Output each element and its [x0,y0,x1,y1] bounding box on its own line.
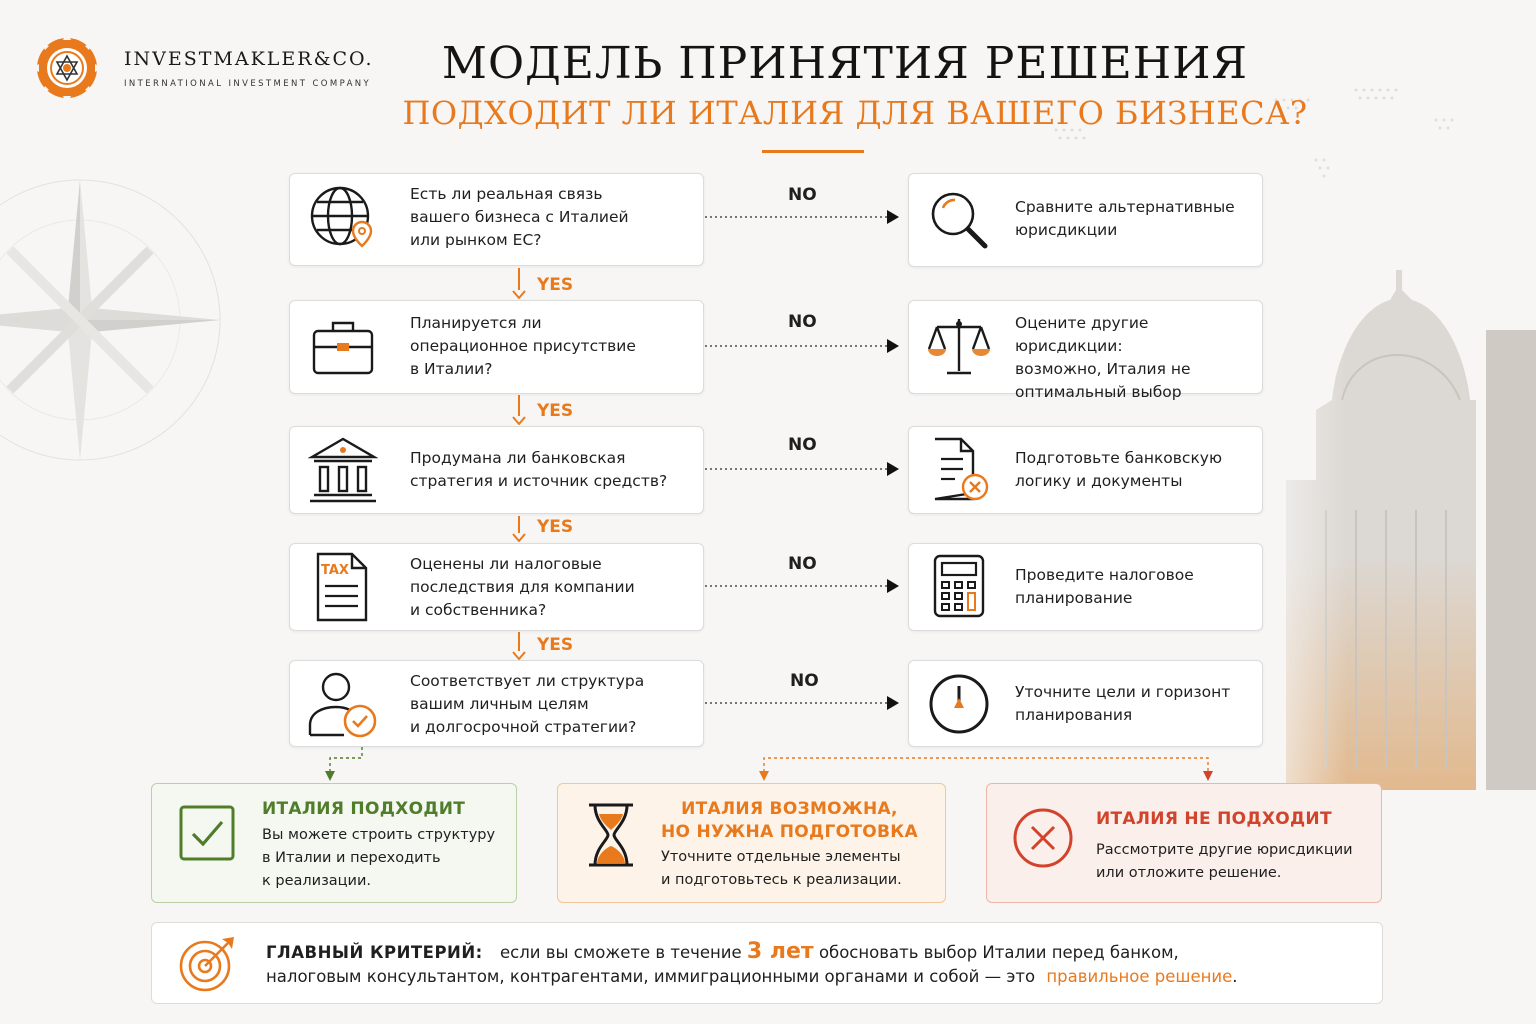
result-no-line-1: Рассмотрите другие юрисдикции [1096,842,1353,858]
alternative-2-line-3: оптимальный выбор [1015,383,1182,401]
result-mid-line-1: Уточните отдельные элементы [661,849,901,865]
question-5-line-1: Соответствует ли структура [410,672,645,690]
question-2-line-3: в Италии? [410,360,493,378]
briefcase-icon [308,313,378,383]
question-4-line-3: и собственника? [410,601,547,619]
criterion-years: 3 лет [746,939,814,964]
result-italy-fits [151,783,517,903]
alternative-2-line-2: возможно, Италия не [1015,360,1191,378]
question-2-line-2: операционное присутствие [410,337,636,355]
question-card-1 [289,173,704,266]
question-card-2 [289,300,704,394]
yes-label-3: YES [537,517,574,537]
question-1-line-1: Есть ли реальная связь [410,185,603,203]
result-mid-title-2: НО НУЖНА ПОДГОТОВКА [661,822,918,842]
criterion-line-1 [266,939,1179,964]
document-x-icon [927,437,991,501]
alternative-4-line-1: Проведите налоговое [1015,566,1194,584]
globe-pin-icon [308,184,378,254]
alternative-card-1 [908,173,1263,267]
target-icon [178,935,236,993]
question-5-line-2: вашим личным целям [410,695,589,713]
alternative-3-line-1: Подготовьте банковскую [1015,449,1223,467]
alternative-card-2 [908,300,1263,401]
clock-icon [927,672,991,736]
page-subtitle: ПОДХОДИТ ЛИ ИТАЛИЯ ДЛЯ ВАШЕГО БИЗНЕСА? [402,94,1308,132]
criterion-end: . [1232,967,1238,986]
alternative-1-line-2: юрисдикции [1015,221,1118,239]
question-4-line-1: Оценены ли налоговые [410,555,602,573]
result-italy-possible [557,783,946,903]
alternative-card-4 [908,543,1263,631]
no-label-3: NO [788,435,817,455]
calculator-icon [927,554,991,618]
result-ok-title: ИТАЛИЯ ПОДХОДИТ [262,799,466,819]
result-mid-line-2: и подготовьтесь к реализации. [661,872,902,888]
magnifier-icon [927,188,991,252]
tax-icon-text: TAX [321,563,349,578]
criterion-text-2: обосновать выбор Италии перед банком, [818,943,1179,962]
question-1-line-3: или рынком ЕС? [410,231,542,249]
brand-tagline: INTERNATIONAL INVESTMENT COMPANY [124,78,372,89]
alternative-1-line-1: Сравните альтернативные [1015,198,1235,216]
criterion-line-2 [266,967,1238,986]
alternative-4-line-2: планирование [1015,589,1133,607]
question-5-line-3: и долгосрочной стратегии? [410,718,637,736]
yes-label-2: YES [537,401,574,421]
alternative-5-line-2: планирования [1015,706,1133,724]
question-4-line-2: последствия для компании [410,578,635,596]
result-ok-line-3: к реализации. [262,873,371,889]
question-card-4 [289,543,704,631]
page-title: МОДЕЛЬ ПРИНЯТИЯ РЕШЕНИЯ [441,38,1249,89]
main-criterion [151,922,1383,1004]
question-3-line-1: Продумана ли банковская [410,449,626,467]
result-italy-not-fit [986,783,1382,903]
question-2-line-1: Планируется ли [410,314,542,332]
alternative-card-3 [908,426,1263,514]
no-label-2: NO [788,312,817,332]
criterion-text-1: если вы сможете в течение [500,943,742,962]
question-card-5 [289,660,704,747]
no-label-1: NO [788,185,817,205]
result-no-line-2: или отложите решение. [1096,865,1282,881]
result-ok-line-1: Вы можете строить структуру [262,827,496,843]
criterion-text-3: налоговым консультантом, контрагентами, иммиграционными органами и собой — это [266,967,1036,986]
bank-icon [308,435,378,505]
x-circle-icon [1011,806,1075,870]
question-1-line-2: вашего бизнеса с Италией [410,208,629,226]
alternative-5-line-1: Уточните цели и горизонт [1015,683,1231,701]
hourglass-icon [586,802,636,868]
yes-label-1: YES [537,275,574,295]
result-mid-title-1: ИТАЛИЯ ВОЗМОЖНА, [681,799,898,819]
result-no-title: ИТАЛИЯ НЕ ПОДХОДИТ [1096,809,1332,829]
criterion-highlight: правильное решение [1046,967,1233,986]
question-3-line-2: стратегия и источник средств? [410,472,668,490]
checkbox-icon [178,804,236,862]
alternative-card-5 [908,660,1263,747]
question-card-3 [289,426,704,514]
alternative-2-line-1: Оцените другие юрисдикции: [1015,314,1149,355]
no-label-5: NO [790,671,819,691]
yes-label-4: YES [537,635,574,655]
person-check-icon [308,669,378,739]
alternative-3-line-2: логику и документы [1015,472,1183,490]
criterion-label: ГЛАВНЫЙ КРИТЕРИЙ: [266,943,483,962]
tax-document-icon [308,552,378,622]
no-label-4: NO [788,554,817,574]
scales-icon [927,315,991,379]
result-ok-line-2: в Италии и переходить [262,850,441,866]
brand-name: INVESTMAKLER&CO. [124,47,374,70]
